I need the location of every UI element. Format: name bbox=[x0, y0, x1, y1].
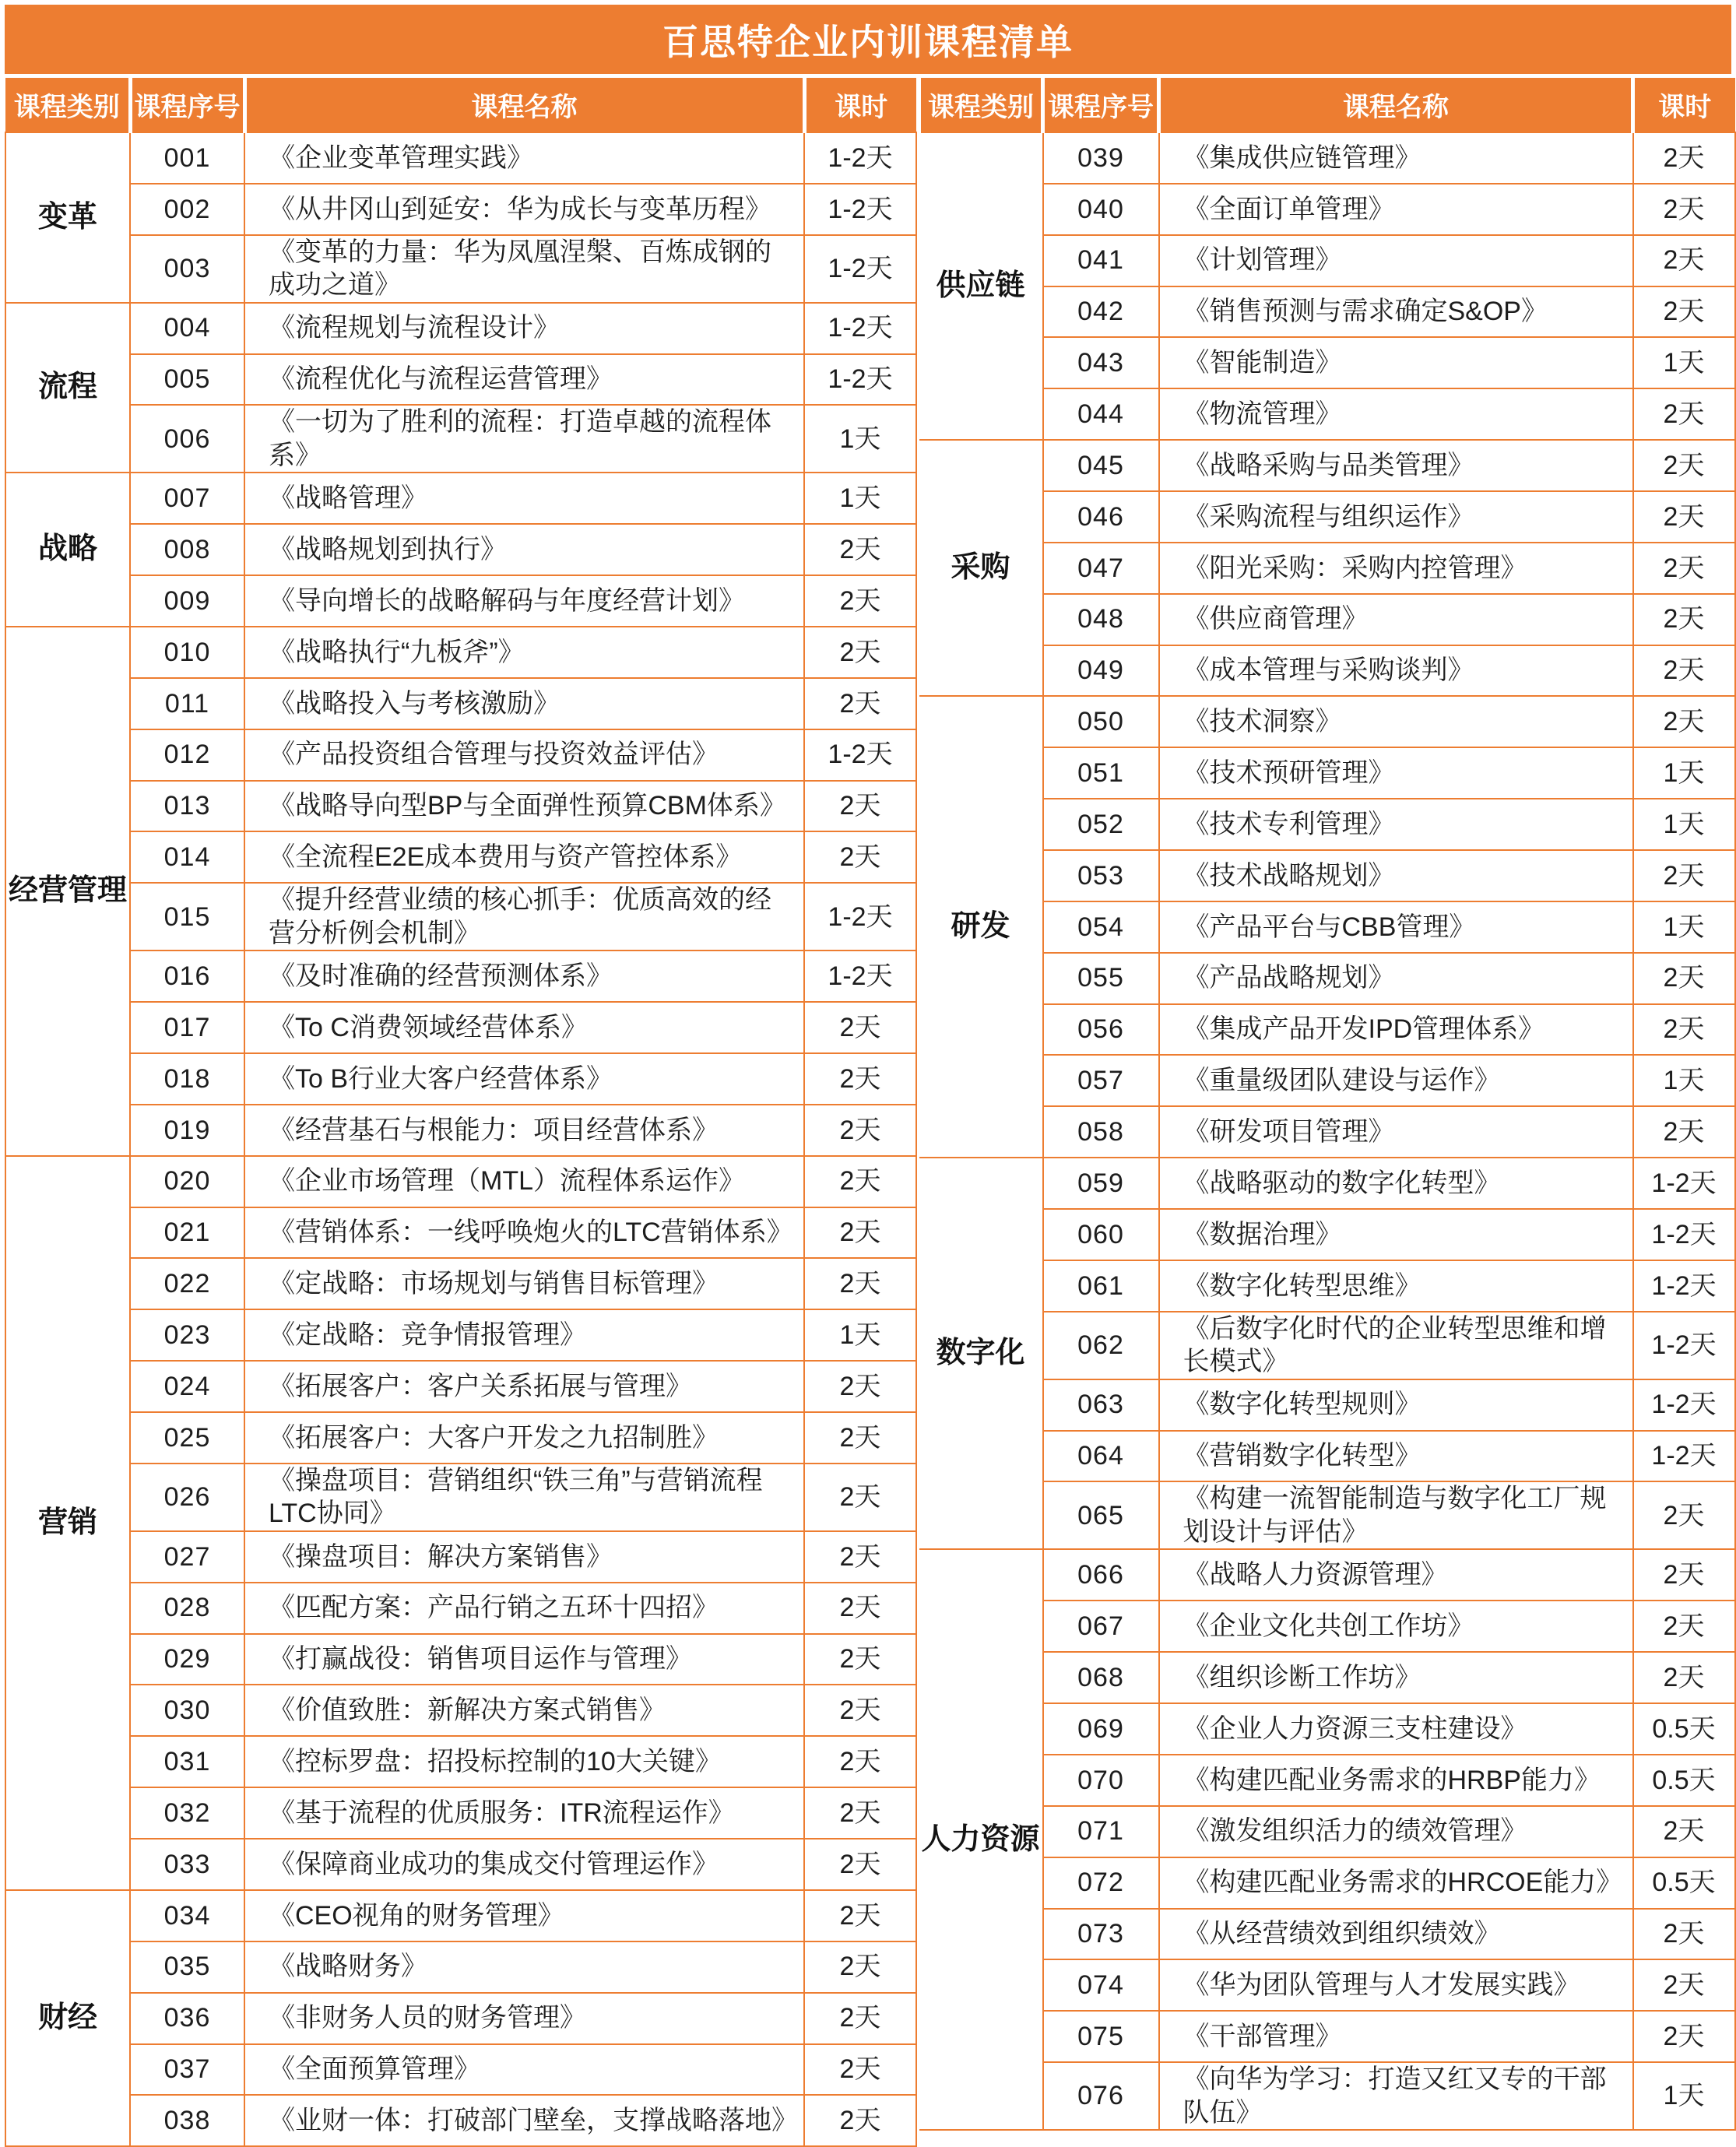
duration-cell: 2天 bbox=[804, 1464, 916, 1531]
course-name-cell: 《流程规划与流程设计》 bbox=[244, 303, 804, 354]
course-no-cell: 060 bbox=[1043, 1209, 1159, 1260]
course-name-cell: 《战略导向型BP与全面弹性预算CBM体系》 bbox=[244, 781, 804, 832]
course-no-cell: 034 bbox=[130, 1890, 244, 1941]
course-no-cell: 021 bbox=[130, 1207, 244, 1259]
table-row bbox=[5, 1787, 916, 1839]
course-no-cell: 054 bbox=[1043, 901, 1159, 953]
category-cell: 经营管理 bbox=[5, 627, 130, 1156]
table-row bbox=[5, 1464, 916, 1531]
duration-cell: 2天 bbox=[1633, 953, 1735, 1004]
duration-cell: 2天 bbox=[1633, 543, 1735, 594]
course-no-cell: 071 bbox=[1043, 1806, 1159, 1857]
course-name-cell: 《控标罗盘：招投标控制的10大关键》 bbox=[244, 1736, 804, 1787]
duration-cell: 1-2天 bbox=[1633, 1209, 1735, 1260]
course-name-cell: 《计划管理》 bbox=[1159, 235, 1633, 286]
course-name-cell: 《打赢战役：销售项目运作与管理》 bbox=[244, 1634, 804, 1685]
duration-cell: 2天 bbox=[804, 1361, 916, 1412]
course-no-cell: 029 bbox=[130, 1634, 244, 1685]
duration-cell: 1-2天 bbox=[804, 729, 916, 781]
header-row bbox=[919, 78, 1735, 132]
course-no-cell: 025 bbox=[130, 1412, 244, 1464]
course-no-cell: 016 bbox=[130, 951, 244, 1002]
course-no-cell: 069 bbox=[1043, 1703, 1159, 1755]
header-course-name: 课程名称 bbox=[1159, 78, 1633, 132]
category-cell: 供应链 bbox=[919, 132, 1043, 440]
course-no-cell: 072 bbox=[1043, 1857, 1159, 1909]
course-no-cell: 028 bbox=[130, 1583, 244, 1634]
course-no-cell: 004 bbox=[130, 303, 244, 354]
duration-cell: 2天 bbox=[1633, 132, 1735, 184]
duration-cell: 2天 bbox=[1633, 1959, 1735, 2011]
course-name-cell: 《组织诊断工作坊》 bbox=[1159, 1652, 1633, 1703]
duration-cell: 2天 bbox=[1633, 286, 1735, 338]
course-name-cell: 《变革的力量：华为凤凰涅槃、百炼成钢的成功之道》 bbox=[244, 235, 804, 303]
course-no-cell: 066 bbox=[1043, 1549, 1159, 1601]
table-row bbox=[5, 1053, 916, 1105]
table-row bbox=[5, 1002, 916, 1053]
course-no-cell: 049 bbox=[1043, 645, 1159, 697]
course-no-cell: 014 bbox=[130, 831, 244, 883]
table-row bbox=[919, 132, 1735, 184]
course-name-cell: 《To C消费领域经营体系》 bbox=[244, 1002, 804, 1053]
course-name-cell: 《集成产品开发IPD管理体系》 bbox=[1159, 1004, 1633, 1056]
course-no-cell: 041 bbox=[1043, 235, 1159, 286]
duration-cell: 2天 bbox=[1633, 645, 1735, 697]
course-name-cell: 《技术预研管理》 bbox=[1159, 747, 1633, 799]
duration-cell: 2天 bbox=[804, 1736, 916, 1787]
table-row bbox=[5, 354, 916, 406]
course-name-cell: 《非财务人员的财务管理》 bbox=[244, 1993, 804, 2044]
course-no-cell: 010 bbox=[130, 627, 244, 678]
course-name-cell: 《华为团队管理与人才发展实践》 bbox=[1159, 1959, 1633, 2011]
table-row bbox=[919, 1158, 1735, 1209]
table-row bbox=[5, 627, 916, 678]
table-row bbox=[5, 1941, 916, 1993]
header-course-no: 课程序号 bbox=[1043, 78, 1159, 132]
duration-cell: 0.5天 bbox=[1633, 1703, 1735, 1755]
course-no-cell: 012 bbox=[130, 729, 244, 781]
table-row bbox=[5, 1156, 916, 1207]
header-duration: 课时 bbox=[804, 78, 916, 132]
table-row bbox=[5, 1839, 916, 1890]
course-no-cell: 007 bbox=[130, 473, 244, 524]
duration-cell: 2天 bbox=[804, 575, 916, 627]
course-name-cell: 《销售预测与需求确定S&OP》 bbox=[1159, 286, 1633, 338]
course-no-cell: 011 bbox=[130, 678, 244, 729]
course-no-cell: 063 bbox=[1043, 1379, 1159, 1431]
category-cell: 研发 bbox=[919, 696, 1043, 1158]
table-row bbox=[5, 1583, 916, 1634]
duration-cell: 2天 bbox=[804, 1583, 916, 1634]
duration-cell: 2天 bbox=[804, 1634, 916, 1685]
course-name-cell: 《战略管理》 bbox=[244, 473, 804, 524]
course-name-cell: 《保障商业成功的集成交付管理运作》 bbox=[244, 1839, 804, 1890]
category-cell: 战略 bbox=[5, 473, 130, 627]
duration-cell: 2天 bbox=[804, 781, 916, 832]
course-name-cell: 《战略规划到执行》 bbox=[244, 524, 804, 575]
duration-cell: 1天 bbox=[804, 1309, 916, 1361]
table-row bbox=[5, 831, 916, 883]
course-no-cell: 005 bbox=[130, 354, 244, 406]
course-no-cell: 043 bbox=[1043, 337, 1159, 388]
course-name-cell: 《企业变革管理实践》 bbox=[244, 132, 804, 184]
table-row bbox=[5, 2044, 916, 2096]
table-row bbox=[5, 1993, 916, 2044]
table-row bbox=[5, 132, 916, 184]
duration-cell: 1-2天 bbox=[1633, 1260, 1735, 1312]
category-cell: 采购 bbox=[919, 440, 1043, 696]
course-no-cell: 002 bbox=[130, 184, 244, 235]
course-no-cell: 047 bbox=[1043, 543, 1159, 594]
duration-cell: 1天 bbox=[1633, 901, 1735, 953]
course-name-cell: 《数据治理》 bbox=[1159, 1209, 1633, 1260]
course-name-cell: 《全面预算管理》 bbox=[244, 2044, 804, 2096]
duration-cell: 1天 bbox=[804, 473, 916, 524]
course-name-cell: 《战略采购与品类管理》 bbox=[1159, 440, 1633, 491]
duration-cell: 2天 bbox=[1633, 184, 1735, 235]
duration-cell: 2天 bbox=[804, 1787, 916, 1839]
duration-cell: 2天 bbox=[804, 1941, 916, 1993]
table-row bbox=[5, 1685, 916, 1736]
duration-cell: 2天 bbox=[804, 627, 916, 678]
course-name-cell: 《To B行业大客户经营体系》 bbox=[244, 1053, 804, 1105]
duration-cell: 1-2天 bbox=[1633, 1312, 1735, 1379]
table-row bbox=[5, 1412, 916, 1464]
course-name-cell: 《成本管理与采购谈判》 bbox=[1159, 645, 1633, 697]
duration-cell: 1天 bbox=[1633, 337, 1735, 388]
course-name-cell: 《流程优化与流程运营管理》 bbox=[244, 354, 804, 406]
course-no-cell: 052 bbox=[1043, 799, 1159, 850]
duration-cell: 2天 bbox=[1633, 1909, 1735, 1960]
table-row bbox=[5, 1736, 916, 1787]
duration-cell: 2天 bbox=[1633, 1549, 1735, 1601]
duration-cell: 2天 bbox=[804, 1053, 916, 1105]
table-row bbox=[5, 1105, 916, 1156]
course-no-cell: 074 bbox=[1043, 1959, 1159, 2011]
duration-cell: 2天 bbox=[804, 1839, 916, 1890]
course-no-cell: 035 bbox=[130, 1941, 244, 1993]
header-category: 课程类别 bbox=[5, 78, 130, 132]
course-name-cell: 《定战略：市场规划与销售目标管理》 bbox=[244, 1258, 804, 1309]
course-name-cell: 《构建匹配业务需求的HRBP能力》 bbox=[1159, 1755, 1633, 1806]
course-name-cell: 《战略驱动的数字化转型》 bbox=[1159, 1158, 1633, 1209]
course-no-cell: 019 bbox=[130, 1105, 244, 1156]
course-no-cell: 008 bbox=[130, 524, 244, 575]
course-no-cell: 032 bbox=[130, 1787, 244, 1839]
course-no-cell: 058 bbox=[1043, 1106, 1159, 1158]
course-no-cell: 009 bbox=[130, 575, 244, 627]
duration-cell: 2天 bbox=[1633, 440, 1735, 491]
duration-cell: 1-2天 bbox=[804, 883, 916, 951]
duration-cell: 0.5天 bbox=[1633, 1755, 1735, 1806]
course-no-cell: 068 bbox=[1043, 1652, 1159, 1703]
course-no-cell: 027 bbox=[130, 1531, 244, 1583]
course-name-cell: 《战略执行“九板斧”》 bbox=[244, 627, 804, 678]
course-name-cell: 《干部管理》 bbox=[1159, 2011, 1633, 2062]
duration-cell: 2天 bbox=[1633, 1481, 1735, 1549]
table-row bbox=[5, 1207, 916, 1259]
duration-cell: 2天 bbox=[804, 1685, 916, 1736]
course-name-cell: 《向华为学习：打造又红又专的干部队伍》 bbox=[1159, 2062, 1633, 2130]
course-name-cell: 《激发组织活力的绩效管理》 bbox=[1159, 1806, 1633, 1857]
duration-cell: 2天 bbox=[1633, 850, 1735, 901]
course-name-cell: 《构建匹配业务需求的HRCOE能力》 bbox=[1159, 1857, 1633, 1909]
course-name-cell: 《全流程E2E成本费用与资产管控体系》 bbox=[244, 831, 804, 883]
course-no-cell: 001 bbox=[130, 132, 244, 184]
table-row bbox=[5, 1309, 916, 1361]
category-cell: 财经 bbox=[5, 1890, 130, 2146]
course-name-cell: 《物流管理》 bbox=[1159, 388, 1633, 440]
duration-cell: 2天 bbox=[804, 1105, 916, 1156]
right-course-table bbox=[917, 78, 1736, 2131]
course-name-cell: 《技术洞察》 bbox=[1159, 696, 1633, 747]
course-no-cell: 039 bbox=[1043, 132, 1159, 184]
course-no-cell: 044 bbox=[1043, 388, 1159, 440]
table-row bbox=[5, 1634, 916, 1685]
course-name-cell: 《营销体系：一线呼唤炮火的LTC营销体系》 bbox=[244, 1207, 804, 1259]
course-name-cell: 《采购流程与组织运作》 bbox=[1159, 491, 1633, 543]
course-name-cell: 《数字化转型思维》 bbox=[1159, 1260, 1633, 1312]
table-row bbox=[5, 575, 916, 627]
course-no-cell: 056 bbox=[1043, 1004, 1159, 1056]
table-row bbox=[919, 1549, 1735, 1601]
duration-cell: 2天 bbox=[804, 524, 916, 575]
duration-cell: 2天 bbox=[1633, 491, 1735, 543]
duration-cell: 1天 bbox=[1633, 1055, 1735, 1106]
course-no-cell: 026 bbox=[130, 1464, 244, 1531]
course-no-cell: 017 bbox=[130, 1002, 244, 1053]
duration-cell: 2天 bbox=[1633, 2011, 1735, 2062]
course-name-cell: 《产品投资组合管理与投资效益评估》 bbox=[244, 729, 804, 781]
duration-cell: 2天 bbox=[1633, 696, 1735, 747]
course-no-cell: 076 bbox=[1043, 2062, 1159, 2130]
course-name-cell: 《后数字化时代的企业转型思维和增长模式》 bbox=[1159, 1312, 1633, 1379]
course-no-cell: 030 bbox=[130, 1685, 244, 1736]
course-name-cell: 《业财一体：打破部门壁垒，支撑战略落地》 bbox=[244, 2095, 804, 2146]
course-name-cell: 《构建一流智能制造与数字化工厂规划设计与评估》 bbox=[1159, 1481, 1633, 1549]
course-name-cell: 《从井冈山到延安：华为成长与变革历程》 bbox=[244, 184, 804, 235]
table-row bbox=[5, 1531, 916, 1583]
header-row bbox=[5, 78, 916, 132]
duration-cell: 2天 bbox=[804, 1258, 916, 1309]
course-no-cell: 022 bbox=[130, 1258, 244, 1309]
duration-cell: 1天 bbox=[1633, 2062, 1735, 2130]
duration-cell: 2天 bbox=[804, 2095, 916, 2146]
duration-cell: 2天 bbox=[804, 1002, 916, 1053]
duration-cell: 2天 bbox=[1633, 1652, 1735, 1703]
course-no-cell: 023 bbox=[130, 1309, 244, 1361]
course-no-cell: 050 bbox=[1043, 696, 1159, 747]
duration-cell: 1天 bbox=[1633, 799, 1735, 850]
tables-container bbox=[5, 78, 1731, 2147]
course-no-cell: 073 bbox=[1043, 1909, 1159, 1960]
course-name-cell: 《操盘项目：解决方案销售》 bbox=[244, 1531, 804, 1583]
duration-cell: 2天 bbox=[804, 831, 916, 883]
course-no-cell: 048 bbox=[1043, 594, 1159, 645]
table-row bbox=[5, 781, 916, 832]
course-no-cell: 046 bbox=[1043, 491, 1159, 543]
duration-cell: 1天 bbox=[1633, 747, 1735, 799]
course-name-cell: 《重量级团队建设与运作》 bbox=[1159, 1055, 1633, 1106]
table-row bbox=[5, 2095, 916, 2146]
duration-cell: 2天 bbox=[1633, 1106, 1735, 1158]
course-name-cell: 《技术专利管理》 bbox=[1159, 799, 1633, 850]
table-row bbox=[5, 729, 916, 781]
course-name-cell: 《拓展客户：客户关系拓展与管理》 bbox=[244, 1361, 804, 1412]
course-no-cell: 018 bbox=[130, 1053, 244, 1105]
duration-cell: 2天 bbox=[804, 1412, 916, 1464]
duration-cell: 2天 bbox=[1633, 594, 1735, 645]
header-duration: 课时 bbox=[1633, 78, 1735, 132]
header-course-no: 课程序号 bbox=[130, 78, 244, 132]
duration-cell: 1-2天 bbox=[804, 184, 916, 235]
duration-cell: 1-2天 bbox=[1633, 1431, 1735, 1482]
duration-cell: 1-2天 bbox=[804, 951, 916, 1002]
course-no-cell: 015 bbox=[130, 883, 244, 951]
category-cell: 流程 bbox=[5, 303, 130, 473]
course-name-cell: 《一切为了胜利的流程：打造卓越的流程体系》 bbox=[244, 405, 804, 473]
duration-cell: 2天 bbox=[804, 1531, 916, 1583]
course-name-cell: 《匹配方案：产品行销之五环十四招》 bbox=[244, 1583, 804, 1634]
course-no-cell: 075 bbox=[1043, 2011, 1159, 2062]
course-name-cell: 《从经营绩效到组织绩效》 bbox=[1159, 1909, 1633, 1960]
course-no-cell: 020 bbox=[130, 1156, 244, 1207]
table-row bbox=[5, 235, 916, 303]
course-no-cell: 064 bbox=[1043, 1431, 1159, 1482]
course-no-cell: 059 bbox=[1043, 1158, 1159, 1209]
course-name-cell: 《CEO视角的财务管理》 bbox=[244, 1890, 804, 1941]
course-no-cell: 024 bbox=[130, 1361, 244, 1412]
duration-cell: 1天 bbox=[804, 405, 916, 473]
course-no-cell: 065 bbox=[1043, 1481, 1159, 1549]
table-row bbox=[5, 405, 916, 473]
course-no-cell: 061 bbox=[1043, 1260, 1159, 1312]
table-row bbox=[5, 303, 916, 354]
course-name-cell: 《导向增长的战略解码与年度经营计划》 bbox=[244, 575, 804, 627]
duration-cell: 2天 bbox=[804, 678, 916, 729]
header-course-name: 课程名称 bbox=[244, 78, 804, 132]
category-cell: 变革 bbox=[5, 132, 130, 303]
duration-cell: 2天 bbox=[1633, 388, 1735, 440]
course-no-cell: 062 bbox=[1043, 1312, 1159, 1379]
duration-cell: 2天 bbox=[804, 1890, 916, 1941]
table-row bbox=[919, 696, 1735, 747]
duration-cell: 2天 bbox=[1633, 1004, 1735, 1056]
course-name-cell: 《价值致胜：新解决方案式销售》 bbox=[244, 1685, 804, 1736]
course-name-cell: 《拓展客户：大客户开发之九招制胜》 bbox=[244, 1412, 804, 1464]
course-no-cell: 036 bbox=[130, 1993, 244, 2044]
course-no-cell: 040 bbox=[1043, 184, 1159, 235]
course-name-cell: 《定战略：竞争情报管理》 bbox=[244, 1309, 804, 1361]
course-name-cell: 《提升经营业绩的核心抓手：优质高效的经营分析例会机制》 bbox=[244, 883, 804, 951]
course-no-cell: 003 bbox=[130, 235, 244, 303]
course-no-cell: 037 bbox=[130, 2044, 244, 2096]
course-name-cell: 《营销数字化转型》 bbox=[1159, 1431, 1633, 1482]
course-name-cell: 《产品平台与CBB管理》 bbox=[1159, 901, 1633, 953]
table-row bbox=[5, 524, 916, 575]
course-name-cell: 《及时准确的经营预测体系》 bbox=[244, 951, 804, 1002]
table-row bbox=[5, 883, 916, 951]
duration-cell: 1-2天 bbox=[804, 235, 916, 303]
course-name-cell: 《集成供应链管理》 bbox=[1159, 132, 1633, 184]
course-name-cell: 《智能制造》 bbox=[1159, 337, 1633, 388]
duration-cell: 1-2天 bbox=[804, 354, 916, 406]
course-name-cell: 《企业人力资源三支柱建设》 bbox=[1159, 1703, 1633, 1755]
left-course-table bbox=[5, 78, 917, 2147]
category-cell: 营销 bbox=[5, 1156, 130, 1890]
course-name-cell: 《企业市场管理（MTL）流程体系运作》 bbox=[244, 1156, 804, 1207]
table-row bbox=[5, 184, 916, 235]
course-name-cell: 《阳光采购：采购内控管理》 bbox=[1159, 543, 1633, 594]
table-row bbox=[5, 1890, 916, 1941]
duration-cell: 0.5天 bbox=[1633, 1857, 1735, 1909]
course-name-cell: 《战略投入与考核激励》 bbox=[244, 678, 804, 729]
course-no-cell: 006 bbox=[130, 405, 244, 473]
duration-cell: 2天 bbox=[804, 2044, 916, 2096]
course-no-cell: 055 bbox=[1043, 953, 1159, 1004]
course-name-cell: 《全面订单管理》 bbox=[1159, 184, 1633, 235]
course-name-cell: 《企业文化共创工作坊》 bbox=[1159, 1601, 1633, 1652]
course-name-cell: 《技术战略规划》 bbox=[1159, 850, 1633, 901]
course-name-cell: 《战略人力资源管理》 bbox=[1159, 1549, 1633, 1601]
course-name-cell: 《数字化转型规则》 bbox=[1159, 1379, 1633, 1431]
table-row bbox=[919, 440, 1735, 491]
duration-cell: 2天 bbox=[804, 1156, 916, 1207]
course-no-cell: 031 bbox=[130, 1736, 244, 1787]
course-no-cell: 070 bbox=[1043, 1755, 1159, 1806]
course-name-cell: 《战略财务》 bbox=[244, 1941, 804, 1993]
table-row bbox=[5, 951, 916, 1002]
course-no-cell: 051 bbox=[1043, 747, 1159, 799]
duration-cell: 2天 bbox=[1633, 1601, 1735, 1652]
table-row bbox=[5, 678, 916, 729]
table-row bbox=[5, 1258, 916, 1309]
category-cell: 人力资源 bbox=[919, 1549, 1043, 2130]
course-name-cell: 《研发项目管理》 bbox=[1159, 1106, 1633, 1158]
course-name-cell: 《产品战略规划》 bbox=[1159, 953, 1633, 1004]
course-no-cell: 053 bbox=[1043, 850, 1159, 901]
header-category: 课程类别 bbox=[919, 78, 1043, 132]
duration-cell: 2天 bbox=[1633, 1806, 1735, 1857]
page-title: 百思特企业内训课程清单 bbox=[5, 5, 1731, 74]
course-name-cell: 《基于流程的优质服务：ITR流程运作》 bbox=[244, 1787, 804, 1839]
duration-cell: 1-2天 bbox=[804, 132, 916, 184]
course-no-cell: 038 bbox=[130, 2095, 244, 2146]
course-no-cell: 057 bbox=[1043, 1055, 1159, 1106]
course-no-cell: 042 bbox=[1043, 286, 1159, 338]
course-name-cell: 《经营基石与根能力：项目经营体系》 bbox=[244, 1105, 804, 1156]
course-name-cell: 《操盘项目：营销组织“铁三角”与营销流程LTC协同》 bbox=[244, 1464, 804, 1531]
table-row bbox=[5, 473, 916, 524]
duration-cell: 2天 bbox=[804, 1993, 916, 2044]
duration-cell: 2天 bbox=[804, 1207, 916, 1259]
course-no-cell: 033 bbox=[130, 1839, 244, 1890]
duration-cell: 1-2天 bbox=[804, 303, 916, 354]
duration-cell: 1-2天 bbox=[1633, 1379, 1735, 1431]
course-no-cell: 067 bbox=[1043, 1601, 1159, 1652]
duration-cell: 2天 bbox=[1633, 235, 1735, 286]
table-row bbox=[5, 1361, 916, 1412]
course-name-cell: 《供应商管理》 bbox=[1159, 594, 1633, 645]
course-no-cell: 045 bbox=[1043, 440, 1159, 491]
course-no-cell: 013 bbox=[130, 781, 244, 832]
category-cell: 数字化 bbox=[919, 1158, 1043, 1549]
duration-cell: 1-2天 bbox=[1633, 1158, 1735, 1209]
